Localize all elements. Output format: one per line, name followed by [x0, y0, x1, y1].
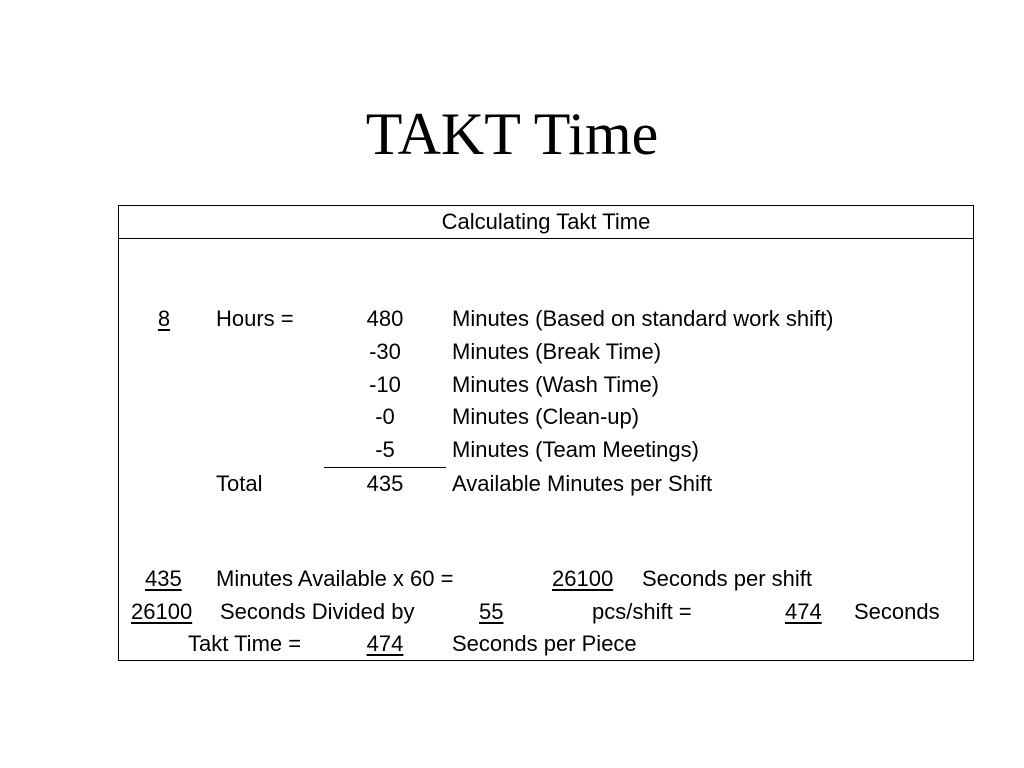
seconds-per-shift-value: 26100 — [552, 566, 614, 591]
takt-time-unit: Seconds per Piece — [452, 631, 637, 656]
seconds-dividend-value: 26100 — [131, 599, 193, 624]
available-minutes-value: 435 — [145, 566, 182, 591]
minutes-shift-label: Minutes (Based on standard work shift) — [452, 306, 834, 331]
division-result-unit: Seconds — [854, 599, 940, 624]
hours-label: Hours = — [216, 306, 294, 331]
takt-time-value: 474 — [366, 631, 404, 656]
seconds-divided-by-label: Seconds Divided by — [220, 599, 415, 624]
takt-time-label: Takt Time = — [188, 631, 302, 656]
team-meetings-value: -5 — [375, 437, 395, 462]
sum-rule — [324, 467, 446, 468]
wash-time-value: -10 — [369, 372, 401, 397]
seconds-per-shift-label: Seconds per shift — [642, 566, 812, 591]
slide-title: TAKT Time — [365, 101, 659, 167]
total-value: 435 — [366, 471, 404, 496]
takt-calculation-table — [118, 205, 974, 661]
break-time-value: -30 — [369, 339, 401, 364]
break-time-label: Minutes (Break Time) — [452, 339, 662, 364]
hours-value: 8 — [157, 306, 171, 331]
clean-up-label: Minutes (Clean-up) — [452, 404, 640, 429]
pieces-per-shift-label: pcs/shift = — [592, 599, 692, 624]
division-result-value: 474 — [785, 599, 822, 624]
team-meetings-label: Minutes (Team Meetings) — [452, 437, 699, 462]
clean-up-value: -0 — [375, 404, 395, 429]
total-label: Total — [216, 471, 263, 496]
minutes-times-sixty-label: Minutes Available x 60 = — [216, 566, 454, 591]
wash-time-label: Minutes (Wash Time) — [452, 372, 660, 397]
total-description: Available Minutes per Shift — [452, 471, 713, 496]
pieces-per-shift-value: 55 — [479, 599, 504, 624]
minutes-shift-value: 480 — [366, 306, 404, 331]
table-header: Calculating Takt Time — [119, 206, 973, 239]
